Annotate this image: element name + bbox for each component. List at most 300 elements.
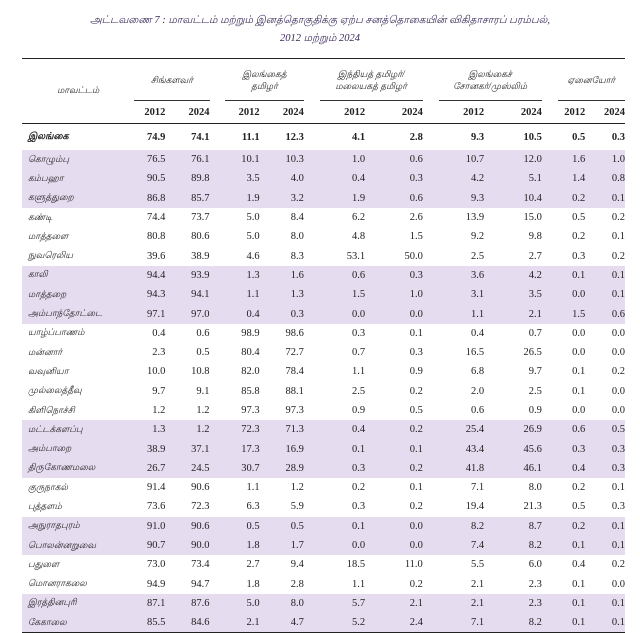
cell: 4.1: [352, 131, 366, 143]
cell: 0.1: [558, 594, 592, 613]
cell: 37.1: [171, 439, 209, 458]
cell: 91.0: [134, 517, 171, 536]
cell: 8.0: [290, 231, 304, 243]
table-row: [22, 246, 625, 265]
table-row: [22, 536, 625, 555]
cell: 0.6: [320, 266, 372, 285]
cell: 0.4: [471, 327, 485, 339]
cell: 8.4: [290, 212, 304, 224]
district-name: வவுனியா: [28, 365, 69, 376]
cell: 0.2: [558, 517, 592, 536]
year-header: 2012: [564, 106, 586, 118]
table-row: [22, 169, 625, 188]
cell: 0.1: [591, 536, 625, 555]
cell: 0.2: [352, 482, 366, 494]
cell: 94.3: [134, 285, 171, 304]
cell: 0.6: [591, 304, 625, 323]
cell: 0.1: [409, 327, 423, 339]
cell: 9.3: [471, 131, 485, 143]
cell: 84.6: [171, 613, 209, 633]
cell: 26.9: [490, 420, 542, 439]
cell: 97.3: [241, 405, 260, 416]
cell: 4.6: [246, 250, 260, 262]
table-row: [22, 594, 625, 613]
cell: 80.4: [241, 347, 260, 359]
cell: 0.1: [572, 366, 586, 378]
cell: 0.5: [225, 517, 265, 536]
cell: 94.7: [191, 578, 210, 590]
cell: 5.2: [320, 613, 372, 633]
cell: 5.0: [246, 212, 260, 224]
cell: 0.5: [196, 347, 210, 359]
table-title: அட்டவணை 7 : மாவட்டம் மற்றும் இனத்தொகுதிக்கு ஏற்ப சனத்தொகையின் விகிதாசாரப் பரம்பல்,: [90, 15, 550, 26]
cell: 74.1: [191, 131, 210, 143]
district-name: குருநாகல்: [28, 481, 68, 492]
year-header: 2024: [282, 106, 304, 118]
cell: 0.5: [266, 517, 304, 536]
cell: 0.4: [558, 459, 592, 478]
cell: 0.1: [572, 578, 586, 590]
cell: 9.7: [528, 366, 542, 378]
cell: 0.4: [225, 304, 265, 323]
cell: 5.0: [225, 594, 265, 613]
cell: 2.1: [439, 594, 491, 613]
cell: 26.5: [523, 347, 542, 359]
cell: 0.3: [371, 266, 423, 285]
district-name: நுவரெலிய: [28, 250, 73, 261]
cell: 28.9: [266, 459, 304, 478]
cell: 0.0: [611, 578, 625, 590]
cell: 0.6: [371, 189, 423, 208]
cell: 25.4: [439, 420, 491, 439]
cell: 3.5: [225, 169, 265, 188]
cell: 7.1: [471, 482, 485, 494]
cell: 4.7: [266, 613, 304, 633]
district-name: கொழும்பு: [22, 150, 134, 169]
population-distribution-table: [22, 58, 625, 633]
cell: 4.8: [352, 231, 366, 243]
cell: 0.0: [371, 517, 423, 536]
district-name: முல்லைத்தீவு: [28, 385, 82, 396]
cell: 38.9: [191, 250, 210, 262]
cell: 94.1: [171, 285, 209, 304]
cell: 98.6: [285, 327, 304, 339]
cell: 0.2: [409, 578, 423, 590]
cell: 2.5: [528, 385, 542, 397]
cell: 0.2: [611, 559, 625, 571]
cell: 85.8: [241, 385, 260, 397]
cell: 1.3: [225, 266, 265, 285]
year-header: 2012: [238, 106, 260, 118]
cell: 0.1: [558, 613, 592, 633]
cell: 0.0: [611, 405, 625, 416]
cell: 0.1: [591, 613, 625, 633]
cell: 98.9: [241, 327, 260, 339]
cell: 9.3: [439, 189, 491, 208]
cell: 2.1: [225, 613, 265, 633]
cell: 5.7: [320, 594, 372, 613]
cell: 10.5: [523, 131, 542, 143]
cell: 8.2: [490, 613, 542, 633]
cell: 6.8: [471, 366, 485, 378]
district-name: பதுளை: [28, 558, 60, 569]
cell: 2.7: [246, 559, 260, 571]
cell: 90.5: [134, 169, 171, 188]
cell: 0.2: [611, 250, 625, 262]
cell: 0.1: [611, 231, 625, 243]
cell: 1.2: [171, 420, 209, 439]
cell: 94.9: [146, 578, 166, 590]
cell: 5.0: [246, 231, 260, 243]
cell: 0.3: [591, 459, 625, 478]
cell: 12.0: [490, 150, 542, 169]
table-row: [22, 555, 625, 574]
cell: 0.5: [591, 420, 625, 439]
table-row: [22, 459, 625, 478]
cell: 2.4: [371, 613, 423, 633]
cell: 0.6: [371, 150, 423, 169]
cell: 11.0: [404, 559, 423, 571]
table-row: [22, 208, 625, 227]
cell: 0.2: [371, 420, 423, 439]
cell: 0.2: [611, 366, 625, 378]
cell: 0.7: [528, 327, 542, 339]
cell: 0.2: [611, 212, 625, 224]
cell: 4.2: [439, 169, 491, 188]
cell: 86.8: [134, 189, 171, 208]
cell: 0.1: [320, 517, 372, 536]
district-name: மாத்தளை: [28, 230, 69, 241]
cell: 73.7: [191, 212, 210, 224]
cell: 0.0: [572, 327, 586, 339]
cell: 8.7: [490, 517, 542, 536]
cell: 0.1: [558, 266, 592, 285]
cell: 9.8: [528, 231, 542, 243]
cell: 0.0: [371, 304, 423, 323]
cell: 0.0: [611, 347, 625, 359]
cell: 88.1: [285, 385, 304, 397]
cell: 3.1: [439, 285, 491, 304]
cell: 1.8: [246, 578, 260, 590]
cell: 0.9: [528, 405, 542, 416]
cell: 0.4: [320, 420, 372, 439]
cell: 0.1: [591, 189, 625, 208]
cell: 43.4: [439, 439, 491, 458]
cell: 0.1: [371, 439, 423, 458]
cell: 0.1: [572, 385, 586, 397]
cell: 1.3: [266, 285, 304, 304]
group-header-moor: இலங்கைச் சோனகர்/முஸ்லிம்: [439, 59, 542, 101]
year-header: 2012: [344, 106, 366, 118]
cell: 1.2: [196, 405, 210, 416]
cell: 1.4: [558, 169, 592, 188]
cell: 0.9: [409, 366, 423, 378]
cell: 0.5: [572, 212, 586, 224]
cell: 0.3: [320, 459, 372, 478]
cell: 0.5: [572, 501, 586, 513]
year-header: 2012: [144, 106, 166, 118]
cell: 1.5: [320, 285, 372, 304]
table-row: [22, 382, 625, 401]
table-row: [22, 420, 625, 439]
cell: 4.0: [266, 169, 304, 188]
cell: 3.2: [266, 189, 304, 208]
cell: 0.7: [352, 347, 366, 359]
cell: 1.1: [246, 482, 260, 494]
cell: 4.2: [490, 266, 542, 285]
cell: 9.4: [290, 559, 304, 571]
cell: 0.2: [572, 482, 586, 494]
cell: 0.1: [409, 482, 423, 494]
cell: 2.3: [490, 594, 542, 613]
cell: 90.0: [171, 536, 209, 555]
cell: 46.1: [490, 459, 542, 478]
cell: 2.3: [152, 347, 166, 359]
cell: 90.7: [134, 536, 171, 555]
cell: 85.5: [134, 613, 171, 633]
cell: 76.1: [171, 150, 209, 169]
cell: 1.2: [152, 405, 166, 416]
cell: 9.1: [196, 385, 210, 397]
cell: 2.1: [471, 578, 485, 590]
district-name: கண்டி: [28, 211, 53, 222]
cell: 0.2: [409, 501, 423, 513]
cell: 45.6: [490, 439, 542, 458]
cell: 97.3: [285, 405, 304, 416]
cell: 87.6: [171, 594, 209, 613]
district-name: மாத்தறை: [22, 285, 134, 304]
cell: 39.6: [146, 250, 166, 262]
cell: 1.1: [439, 304, 491, 323]
cell: 2.1: [371, 594, 423, 613]
table-row: [22, 227, 625, 246]
cell: 1.2: [290, 482, 304, 494]
cell: 80.8: [146, 231, 166, 243]
cell: 0.3: [611, 131, 625, 143]
cell: 1.1: [225, 285, 265, 304]
cell: 0.1: [611, 482, 625, 494]
cell: 0.3: [611, 501, 625, 513]
cell: 74.4: [146, 212, 166, 224]
cell: 17.3: [225, 439, 265, 458]
cell: 1.6: [558, 150, 592, 169]
cell: 21.3: [523, 501, 542, 513]
table-row: [22, 343, 625, 362]
district-name: கம்பஹா: [22, 169, 134, 188]
cell: 0.1: [558, 536, 592, 555]
cell: 0.0: [320, 304, 372, 323]
table-row: [22, 497, 625, 516]
district-name: யாழ்ப்பாணம்: [28, 327, 85, 338]
district-column-header: மாவட்டம்: [57, 85, 100, 95]
group-header-other: ஏனையோர்: [558, 59, 625, 101]
cell: 1.0: [320, 150, 372, 169]
cell: 12.3: [285, 131, 304, 143]
cell: 0.1: [591, 285, 625, 304]
cell: 1.5: [558, 304, 592, 323]
cell: 30.7: [225, 459, 265, 478]
district-name: களுத்துறை: [22, 189, 134, 208]
cell: 0.0: [320, 536, 372, 555]
cell: 9.7: [152, 385, 166, 397]
district-name: அம்பாறை: [22, 439, 134, 458]
district-name: காலி: [22, 266, 134, 285]
cell: 0.2: [558, 189, 592, 208]
cell: 89.8: [171, 169, 209, 188]
cell: 2.6: [409, 212, 423, 224]
cell: 1.6: [266, 266, 304, 285]
cell: 97.0: [171, 304, 209, 323]
cell: 8.2: [439, 517, 491, 536]
cell: 0.2: [409, 385, 423, 397]
cell: 41.8: [439, 459, 491, 478]
cell: 2.8: [290, 578, 304, 590]
table-row: [22, 362, 625, 381]
cell: 94.4: [134, 266, 171, 285]
cell: 6.2: [352, 212, 366, 224]
table-row: [22, 439, 625, 458]
cell: 6.3: [246, 501, 260, 513]
cell: 97.1: [134, 304, 171, 323]
group-header-indian-tamil: இந்தியத் தமிழர்/ மலையகத் தமிழர்: [320, 59, 423, 101]
cell: 5.9: [290, 501, 304, 513]
cell: 0.1: [591, 266, 625, 285]
district-name: இலங்கை: [28, 132, 69, 142]
cell: 1.8: [225, 536, 265, 555]
total-row: [22, 124, 625, 151]
cell: 1.3: [134, 420, 171, 439]
cell: 0.3: [371, 169, 423, 188]
cell: 3.5: [490, 285, 542, 304]
cell: 76.5: [134, 150, 171, 169]
district-name: புத்தளம்: [28, 500, 62, 511]
cell: 1.1: [352, 578, 366, 590]
cell: 7.1: [439, 613, 491, 633]
table-row: [22, 478, 625, 497]
cell: 10.4: [490, 189, 542, 208]
cell: 0.4: [152, 327, 166, 339]
cell: 2.3: [528, 578, 542, 590]
cell: 5.5: [471, 559, 485, 571]
cell: 1.1: [352, 366, 366, 378]
cell: 8.0: [266, 594, 304, 613]
cell: 80.6: [191, 231, 210, 243]
cell: 0.6: [196, 327, 210, 339]
year-header: 2024: [401, 106, 423, 118]
cell: 90.6: [191, 482, 210, 494]
cell: 0.0: [611, 385, 625, 397]
cell: 18.5: [346, 559, 366, 571]
cell: 16.5: [465, 347, 485, 359]
cell: 0.0: [572, 347, 586, 359]
cell: 0.1: [591, 517, 625, 536]
cell: 0.3: [409, 347, 423, 359]
cell: 11.1: [241, 131, 260, 143]
cell: 73.0: [146, 559, 166, 571]
table-row: [22, 401, 625, 420]
cell: 7.4: [439, 536, 491, 555]
cell: 0.5: [572, 131, 586, 143]
table-subtitle: 2012 மற்றும் 2024: [279, 33, 361, 44]
cell: 2.0: [471, 385, 485, 397]
cell: 78.4: [285, 366, 304, 378]
table-row: [22, 150, 625, 169]
cell: 71.3: [266, 420, 304, 439]
cell: 0.9: [352, 405, 366, 416]
cell: 24.5: [171, 459, 209, 478]
cell: 85.7: [171, 189, 209, 208]
cell: 50.0: [404, 250, 423, 262]
cell: 72.7: [285, 347, 304, 359]
cell: 1.9: [225, 189, 265, 208]
table-row: [22, 189, 625, 208]
cell: 0.2: [572, 231, 586, 243]
group-header-sinhala: சிங்களவர்: [134, 59, 209, 101]
cell: 0.6: [471, 405, 485, 416]
year-header: 2024: [604, 106, 625, 118]
cell: 0.2: [371, 459, 423, 478]
cell: 0.0: [371, 536, 423, 555]
district-name: மட்டக்களப்பு: [22, 420, 134, 439]
cell: 0.0: [572, 405, 586, 416]
table-row: [22, 285, 625, 304]
cell: 1.0: [591, 150, 625, 169]
cell: 2.5: [471, 250, 485, 262]
table-row: [22, 266, 625, 285]
cell: 0.4: [572, 559, 586, 571]
cell: 73.4: [191, 559, 210, 571]
cell: 2.1: [490, 304, 542, 323]
cell: 15.0: [523, 212, 542, 224]
cell: 90.6: [171, 517, 209, 536]
cell: 0.4: [320, 169, 372, 188]
cell: 0.5: [409, 405, 423, 416]
cell: 0.0: [558, 285, 592, 304]
district-name: மொனராகலை: [28, 578, 87, 589]
cell: 6.0: [528, 559, 542, 571]
cell: 8.0: [528, 482, 542, 494]
district-name: அம்பாந்தோட்டை: [22, 304, 134, 323]
district-name: பொலன்னறுவை: [22, 536, 134, 555]
cell: 2.8: [409, 131, 423, 143]
group-header-sl-tamil: இலங்கைத் தமிழர்: [225, 59, 304, 101]
cell: 26.7: [134, 459, 171, 478]
cell: 72.3: [191, 501, 210, 513]
cell: 91.4: [146, 482, 166, 494]
table-row: [22, 324, 625, 343]
cell: 0.3: [558, 439, 592, 458]
cell: 87.1: [134, 594, 171, 613]
cell: 0.3: [572, 250, 586, 262]
cell: 13.9: [465, 212, 485, 224]
cell: 0.1: [320, 439, 372, 458]
cell: 10.0: [146, 366, 166, 378]
table-row: [22, 613, 625, 633]
cell: 1.7: [266, 536, 304, 555]
cell: 10.3: [266, 150, 304, 169]
cell: 0.8: [591, 169, 625, 188]
district-name: கேகாலை: [22, 613, 134, 633]
cell: 72.3: [225, 420, 265, 439]
cell: 16.9: [266, 439, 304, 458]
cell: 1.0: [371, 285, 423, 304]
cell: 0.3: [352, 327, 366, 339]
table-row: [22, 575, 625, 594]
cell: 38.9: [134, 439, 171, 458]
cell: 10.7: [439, 150, 491, 169]
year-header: 2024: [188, 106, 210, 118]
cell: 93.9: [171, 266, 209, 285]
